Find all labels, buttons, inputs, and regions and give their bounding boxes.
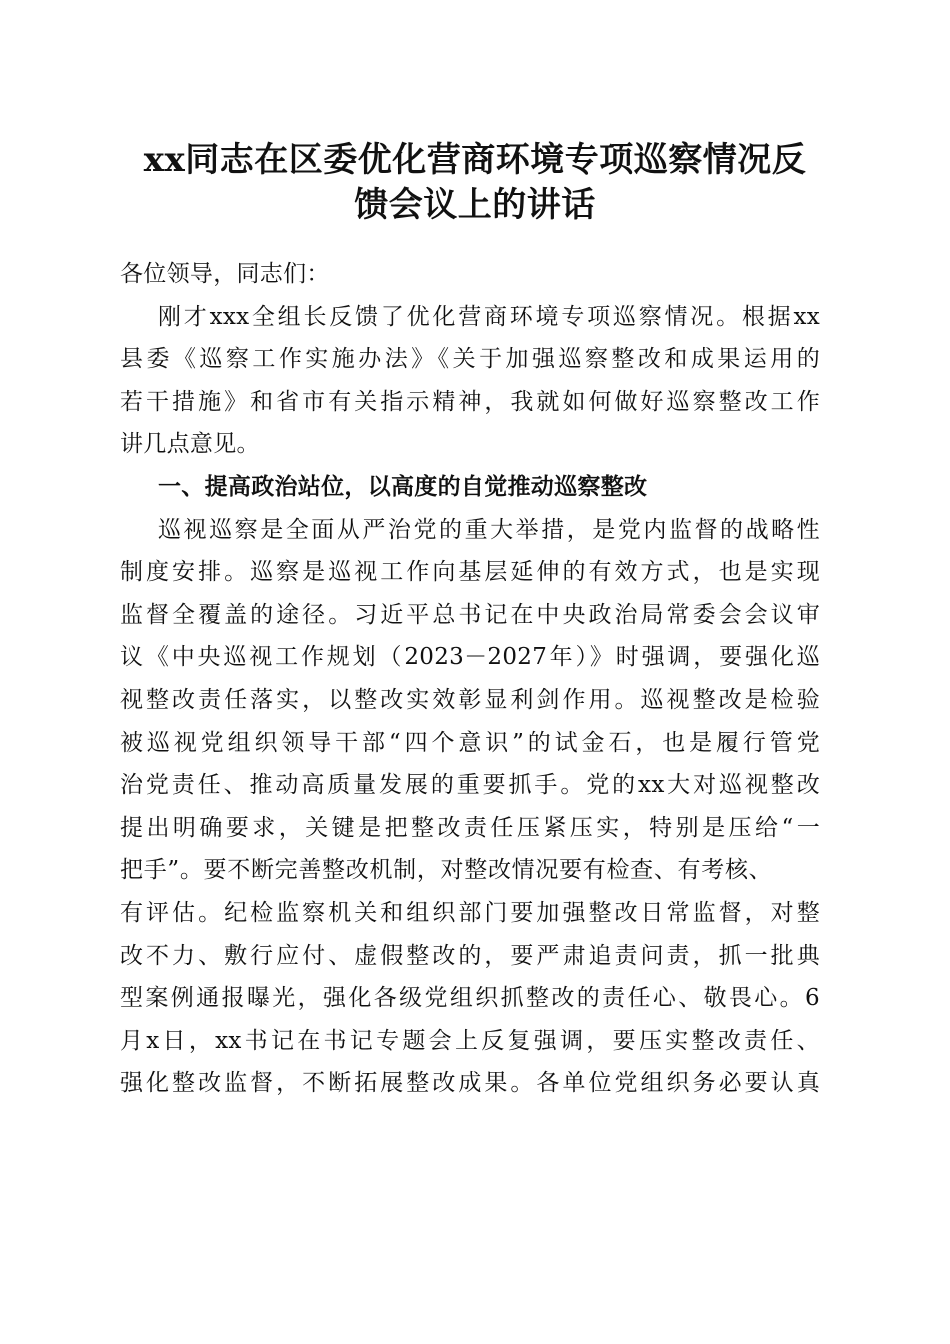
paragraph2-line: 提出明确要求，关键是把整改责任压紧压实，特别是压给“一 <box>120 814 820 841</box>
paragraph1-line: 刚才xxx全组长反馈了优化营商环境专项巡察情况。根据xx <box>158 303 820 330</box>
document-title <box>100 138 850 228</box>
document-body <box>120 253 820 1105</box>
paragraph2-line: 有评估。纪检监察机关和组织部门要加强整改日常监督，对整 <box>120 899 820 926</box>
paragraph2-line: 强化整改监督，不断拓展整改成果。各单位党组织务必要认真 <box>120 1070 820 1097</box>
paragraph2-line: 改不力、敷行应付、虚假整改的，要严肃追责问责，抓一批典 <box>120 942 820 969</box>
paragraph2-line: 型案例通报曝光，强化各级党组织抓整改的责任心、敬畏心。6 <box>120 985 820 1012</box>
paragraph1-line: 县委《巡察工作实施办法》《关于加强巡察整改和成果运用的 <box>120 346 820 373</box>
title-line-1: xx同志在区委优化营商环境专项巡察情况反 <box>143 140 807 180</box>
paragraph2-line: 把手”。要不断完善整改机制，对整改情况要有检查、有考核、 <box>120 857 773 884</box>
paragraph2-line: 被巡视党组织领导干部“四个意识”的试金石，也是履行管党 <box>120 729 820 756</box>
paragraph2-line: 治党责任、推动高质量发展的重要抓手。党的xx大对巡视整改 <box>120 772 820 799</box>
title-line-2: 馈会议上的讲话 <box>354 185 596 225</box>
paragraph1-line: 讲几点意见。 <box>120 431 260 458</box>
paragraph2-line: 月x日，xx书记在书记专题会上反复强调，要压实整改责任、 <box>120 1027 820 1054</box>
salutation: 各位领导，同志们： <box>120 261 330 287</box>
paragraph2-line: 制度安排。巡察是巡视工作向基层延伸的有效方式，也是实现 <box>120 559 820 586</box>
paragraph2-line: 巡视巡察是全面从严治党的重大举措，是党内监督的战略性 <box>158 516 820 543</box>
section-heading-1: 一、提高政治站位，以高度的自觉推动巡察整改 <box>158 473 648 500</box>
paragraph2-line: 议《中央巡视工作规划（2023－2027年）》时强调，要强化巡 <box>120 644 820 671</box>
paragraph1-line: 若干措施》和省市有关指示精神，我就如何做好巡察整改工作 <box>120 388 820 415</box>
paragraph2-line: 视整改责任落实，以整改实效彰显利剑作用。巡视整改是检验 <box>120 686 820 713</box>
paragraph2-line: 监督全覆盖的途径。习近平总书记在中央政治局常委会会议审 <box>120 601 820 628</box>
